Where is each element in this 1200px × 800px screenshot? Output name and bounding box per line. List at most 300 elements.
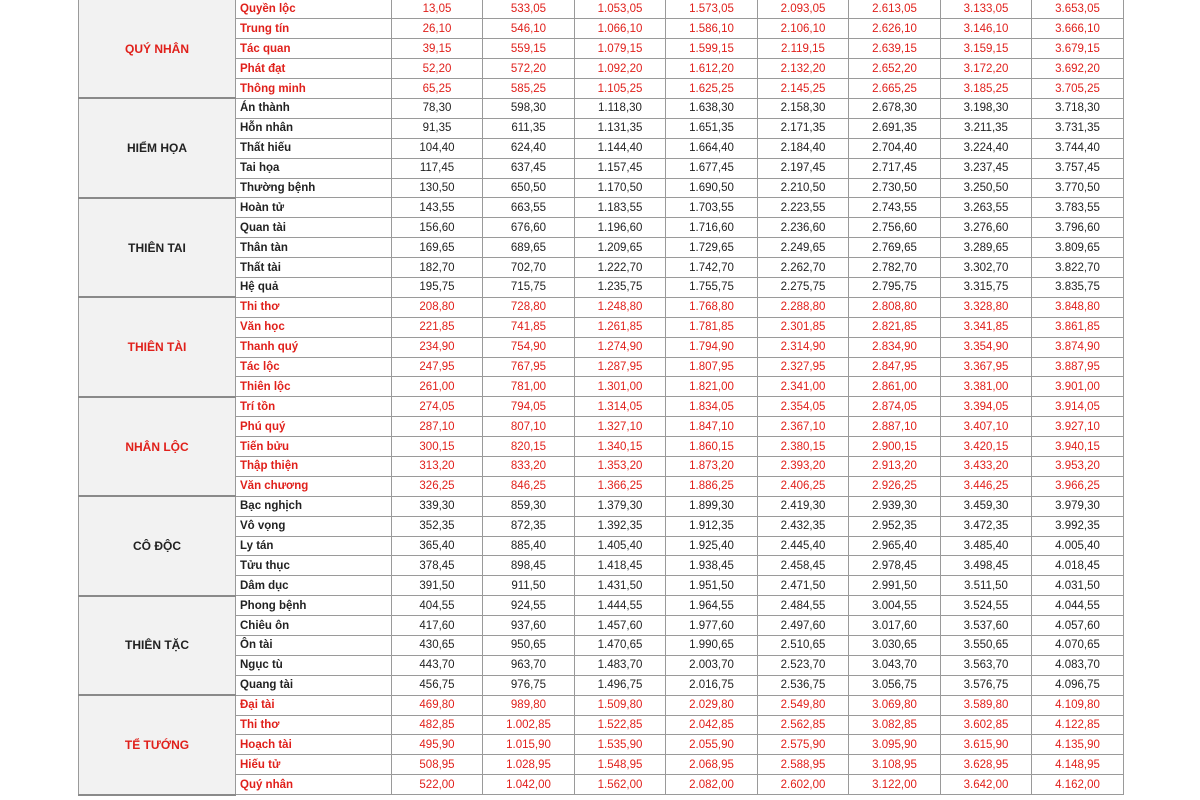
value-cell: 767,95 [483,357,575,377]
value-cell: 3.861,85 [1032,317,1124,337]
row-label: Dâm dục [236,576,392,596]
value-cell: 3.550,65 [941,636,1032,656]
table-row [79,238,1124,258]
value-cell: 937,60 [483,616,575,636]
value-cell: 3.394,05 [941,397,1032,417]
table-row [79,576,1124,596]
table-row [79,397,1124,417]
row-label: Thanh quý [236,337,392,357]
row-label: Ngục tù [236,655,392,675]
value-cell: 1.729,65 [666,238,758,258]
value-cell: 676,60 [483,218,575,238]
value-cell: 1.535,90 [575,735,666,755]
value-cell: 3.328,80 [941,297,1032,317]
value-cell: 2.393,20 [758,456,849,476]
value-cell: 2.847,95 [849,357,941,377]
value-cell: 3.122,00 [849,775,941,795]
value-cell: 1.131,35 [575,118,666,138]
value-cell: 1.431,50 [575,576,666,596]
value-cell: 1.157,45 [575,158,666,178]
table-row [79,317,1124,337]
value-cell: 1.781,85 [666,317,758,337]
value-cell: 1.860,15 [666,437,758,457]
value-cell: 1.261,85 [575,317,666,337]
row-label: Ly tán [236,536,392,556]
value-cell: 1.066,10 [575,19,666,39]
value-cell: 702,70 [483,258,575,278]
value-cell: 1.366,25 [575,476,666,496]
table-row [79,735,1124,755]
value-cell: 3.642,00 [941,775,1032,795]
value-cell: 1.703,55 [666,198,758,218]
row-label: Hoàn tử [236,198,392,218]
value-cell: 2.730,50 [849,178,941,198]
table-body [79,0,1124,795]
value-cell: 3.498,45 [941,556,1032,576]
value-cell: 2.743,55 [849,198,941,218]
value-cell: 2.367,10 [758,417,849,437]
value-cell: 4.083,70 [1032,655,1124,675]
value-cell: 1.170,50 [575,178,666,198]
table-row [79,258,1124,278]
value-cell: 78,30 [392,98,483,118]
value-cell: 1.327,10 [575,417,666,437]
value-cell: 846,25 [483,476,575,496]
table-row [79,98,1124,118]
row-label: Tai họa [236,158,392,178]
value-cell: 469,80 [392,695,483,715]
table-row [79,297,1124,317]
value-cell: 976,75 [483,675,575,695]
row-label: Hỗn nhân [236,118,392,138]
value-cell: 3.966,25 [1032,476,1124,496]
value-cell: 2.704,40 [849,138,941,158]
value-cell: 1.834,05 [666,397,758,417]
value-cell: 1.912,35 [666,516,758,536]
table-row [79,19,1124,39]
value-cell: 1.235,75 [575,277,666,297]
value-cell: 3.172,20 [941,59,1032,79]
value-cell: 2.874,05 [849,397,941,417]
value-cell: 533,05 [483,0,575,19]
value-cell: 3.367,95 [941,357,1032,377]
value-cell: 1.209,65 [575,238,666,258]
value-cell: 104,40 [392,138,483,158]
value-cell: 1.638,30 [666,98,758,118]
value-cell: 2.223,55 [758,198,849,218]
row-label: Chiêu ôn [236,616,392,636]
value-cell: 4.109,80 [1032,695,1124,715]
value-cell: 65,25 [392,79,483,99]
value-cell: 3.524,55 [941,596,1032,616]
value-cell: 3.537,60 [941,616,1032,636]
value-cell: 3.589,80 [941,695,1032,715]
table-row [79,218,1124,238]
value-cell: 2.055,90 [666,735,758,755]
value-cell: 4.135,90 [1032,735,1124,755]
value-cell: 13,05 [392,0,483,19]
value-cell: 2.016,75 [666,675,758,695]
value-cell: 950,65 [483,636,575,656]
value-cell: 2.145,25 [758,79,849,99]
value-cell: 2.652,20 [849,59,941,79]
row-label: Thập thiện [236,456,392,476]
value-cell: 2.861,00 [849,377,941,397]
value-cell: 1.625,25 [666,79,758,99]
value-cell: 2.171,35 [758,118,849,138]
row-label: Phát đạt [236,59,392,79]
value-cell: 3.056,75 [849,675,941,695]
value-cell: 3.108,95 [849,755,941,775]
value-cell: 650,50 [483,178,575,198]
value-cell: 1.951,50 [666,576,758,596]
value-cell: 2.588,95 [758,755,849,775]
value-cell: 2.380,15 [758,437,849,457]
value-cell: 234,90 [392,337,483,357]
value-cell: 3.822,70 [1032,258,1124,278]
value-cell: 3.744,40 [1032,138,1124,158]
value-cell: 794,05 [483,397,575,417]
table-row [79,0,1124,19]
value-cell: 3.302,70 [941,258,1032,278]
value-cell: 3.341,85 [941,317,1032,337]
group-label: QUÝ NHÂN [79,0,236,98]
table-row [79,337,1124,357]
value-cell: 3.901,00 [1032,377,1124,397]
value-cell: 26,10 [392,19,483,39]
value-cell: 2.575,90 [758,735,849,755]
value-cell: 715,75 [483,277,575,297]
value-cell: 1.301,00 [575,377,666,397]
value-cell: 2.926,25 [849,476,941,496]
value-cell: 2.602,00 [758,775,849,795]
value-cell: 1.716,60 [666,218,758,238]
value-cell: 2.523,70 [758,655,849,675]
value-cell: 924,55 [483,596,575,616]
value-cell: 3.979,30 [1032,496,1124,516]
value-cell: 3.563,70 [941,655,1032,675]
group-label: THIÊN TẶC [79,596,236,695]
value-cell: 3.887,95 [1032,357,1124,377]
table-row [79,79,1124,99]
value-cell: 3.731,35 [1032,118,1124,138]
value-cell: 2.210,50 [758,178,849,198]
value-cell: 1.990,65 [666,636,758,656]
row-label: Quý nhân [236,775,392,795]
table-row [79,357,1124,377]
value-cell: 1.002,85 [483,715,575,735]
value-cell: 2.717,45 [849,158,941,178]
value-cell: 1.274,90 [575,337,666,357]
value-cell: 443,70 [392,655,483,675]
value-cell: 2.471,50 [758,576,849,596]
value-cell: 598,30 [483,98,575,118]
table-row [79,59,1124,79]
value-cell: 261,00 [392,377,483,397]
row-label: Quang tài [236,675,392,695]
value-cell: 4.096,75 [1032,675,1124,695]
value-cell: 1.105,25 [575,79,666,99]
table-row [79,118,1124,138]
value-cell: 274,05 [392,397,483,417]
row-label: Trí tồn [236,397,392,417]
value-cell: 2.082,00 [666,775,758,795]
value-cell: 1.015,90 [483,735,575,755]
table-row [79,178,1124,198]
value-cell: 1.092,20 [575,59,666,79]
value-cell: 326,25 [392,476,483,496]
value-cell: 1.314,05 [575,397,666,417]
value-cell: 3.848,80 [1032,297,1124,317]
value-cell: 2.536,75 [758,675,849,695]
value-cell: 417,60 [392,616,483,636]
value-cell: 3.809,65 [1032,238,1124,258]
value-cell: 2.484,55 [758,596,849,616]
value-cell: 1.379,30 [575,496,666,516]
value-cell: 3.069,80 [849,695,941,715]
value-cell: 1.768,80 [666,297,758,317]
lookup-table-container [78,0,1124,796]
value-cell: 1.418,45 [575,556,666,576]
value-cell: 1.248,80 [575,297,666,317]
table-row [79,715,1124,735]
value-cell: 3.017,60 [849,616,941,636]
value-cell: 2.314,90 [758,337,849,357]
value-cell: 2.301,85 [758,317,849,337]
value-cell: 1.353,20 [575,456,666,476]
value-cell: 872,35 [483,516,575,536]
value-cell: 2.119,15 [758,39,849,59]
value-cell: 3.446,25 [941,476,1032,496]
value-cell: 3.679,15 [1032,39,1124,59]
value-cell: 3.354,90 [941,337,1032,357]
row-label: Hệ quả [236,277,392,297]
value-cell: 3.289,65 [941,238,1032,258]
value-cell: 3.940,15 [1032,437,1124,457]
table-row [79,476,1124,496]
value-cell: 3.757,45 [1032,158,1124,178]
value-cell: 2.236,60 [758,218,849,238]
row-label: Hiếu tử [236,755,392,775]
value-cell: 2.197,45 [758,158,849,178]
row-label: Phong bệnh [236,596,392,616]
value-cell: 3.004,55 [849,596,941,616]
value-cell: 820,15 [483,437,575,457]
value-cell: 3.472,35 [941,516,1032,536]
value-cell: 1.664,40 [666,138,758,158]
value-cell: 208,80 [392,297,483,317]
value-cell: 3.783,55 [1032,198,1124,218]
value-cell: 3.511,50 [941,576,1032,596]
value-cell: 3.615,90 [941,735,1032,755]
row-label: Phú quý [236,417,392,437]
value-cell: 365,40 [392,536,483,556]
group-label: CÔ ĐỘC [79,496,236,595]
value-cell: 3.381,00 [941,377,1032,397]
value-cell: 3.159,15 [941,39,1032,59]
value-cell: 4.122,85 [1032,715,1124,735]
value-cell: 3.133,05 [941,0,1032,19]
table-row [79,417,1124,437]
value-cell: 3.276,60 [941,218,1032,238]
value-cell: 2.613,05 [849,0,941,19]
row-label: Thi thơ [236,297,392,317]
table-row [79,516,1124,536]
value-cell: 2.939,30 [849,496,941,516]
value-cell: 1.444,55 [575,596,666,616]
row-label: Vô vọng [236,516,392,536]
value-cell: 3.718,30 [1032,98,1124,118]
value-cell: 898,45 [483,556,575,576]
row-label: Bạc nghịch [236,496,392,516]
table-row [79,437,1124,457]
row-label: Thông minh [236,79,392,99]
value-cell: 3.770,50 [1032,178,1124,198]
value-cell: 2.288,80 [758,297,849,317]
table-row [79,536,1124,556]
row-label: Án thành [236,98,392,118]
value-cell: 247,95 [392,357,483,377]
row-label: Thường bệnh [236,178,392,198]
value-cell: 508,95 [392,755,483,775]
value-cell: 2.354,05 [758,397,849,417]
value-cell: 2.341,00 [758,377,849,397]
value-cell: 2.510,65 [758,636,849,656]
table-row [79,377,1124,397]
value-cell: 2.406,25 [758,476,849,496]
value-cell: 807,10 [483,417,575,437]
value-cell: 2.327,95 [758,357,849,377]
value-cell: 2.808,80 [849,297,941,317]
value-cell: 2.042,85 [666,715,758,735]
value-cell: 2.184,40 [758,138,849,158]
value-cell: 1.586,10 [666,19,758,39]
value-cell: 3.224,40 [941,138,1032,158]
value-cell: 1.821,00 [666,377,758,397]
value-cell: 3.095,90 [849,735,941,755]
table-row [79,755,1124,775]
value-cell: 1.651,35 [666,118,758,138]
table-row [79,456,1124,476]
value-cell: 3.692,20 [1032,59,1124,79]
value-cell: 2.678,30 [849,98,941,118]
row-label: Quyền lộc [236,0,392,19]
value-cell: 4.162,00 [1032,775,1124,795]
value-cell: 3.576,75 [941,675,1032,695]
value-cell: 2.158,30 [758,98,849,118]
value-cell: 1.079,15 [575,39,666,59]
value-cell: 2.106,10 [758,19,849,39]
value-cell: 3.198,30 [941,98,1032,118]
value-cell: 1.690,50 [666,178,758,198]
table-row [79,675,1124,695]
value-cell: 963,70 [483,655,575,675]
value-cell: 833,20 [483,456,575,476]
value-cell: 3.459,30 [941,496,1032,516]
value-cell: 2.626,10 [849,19,941,39]
value-cell: 1.573,05 [666,0,758,19]
value-cell: 2.952,35 [849,516,941,536]
value-cell: 2.769,65 [849,238,941,258]
value-cell: 1.457,60 [575,616,666,636]
row-label: Quan tài [236,218,392,238]
value-cell: 52,20 [392,59,483,79]
table-row [79,695,1124,715]
value-cell: 1.028,95 [483,755,575,775]
value-cell: 2.821,85 [849,317,941,337]
value-cell: 1.742,70 [666,258,758,278]
value-cell: 2.965,40 [849,536,941,556]
value-cell: 1.807,95 [666,357,758,377]
value-cell: 3.485,40 [941,536,1032,556]
value-cell: 1.522,85 [575,715,666,735]
value-cell: 495,90 [392,735,483,755]
value-cell: 689,65 [483,238,575,258]
value-cell: 3.420,15 [941,437,1032,457]
value-cell: 1.847,10 [666,417,758,437]
value-cell: 1.548,95 [575,755,666,775]
value-cell: 3.315,75 [941,277,1032,297]
value-cell: 3.796,60 [1032,218,1124,238]
value-cell: 754,90 [483,337,575,357]
value-cell: 2.068,95 [666,755,758,775]
value-cell: 404,55 [392,596,483,616]
value-cell: 1.562,00 [575,775,666,795]
value-cell: 989,80 [483,695,575,715]
value-cell: 2.458,45 [758,556,849,576]
table-row [79,636,1124,656]
value-cell: 911,50 [483,576,575,596]
value-cell: 2.003,70 [666,655,758,675]
value-cell: 3.407,10 [941,417,1032,437]
value-cell: 3.082,85 [849,715,941,735]
value-cell: 287,10 [392,417,483,437]
value-cell: 3.914,05 [1032,397,1124,417]
value-cell: 3.666,10 [1032,19,1124,39]
value-cell: 2.275,75 [758,277,849,297]
table-row [79,616,1124,636]
table-row [79,39,1124,59]
value-cell: 143,55 [392,198,483,218]
value-cell: 1.118,30 [575,98,666,118]
row-label: Hoạch tài [236,735,392,755]
value-cell: 2.549,80 [758,695,849,715]
value-cell: 1.873,20 [666,456,758,476]
value-cell: 663,55 [483,198,575,218]
value-cell: 4.070,65 [1032,636,1124,656]
value-cell: 546,10 [483,19,575,39]
value-cell: 3.030,65 [849,636,941,656]
value-cell: 2.691,35 [849,118,941,138]
value-cell: 3.874,90 [1032,337,1124,357]
value-cell: 1.925,40 [666,536,758,556]
row-label: Văn học [236,317,392,337]
row-label: Tác quan [236,39,392,59]
value-cell: 1.612,20 [666,59,758,79]
value-cell: 2.913,20 [849,456,941,476]
table-row [79,158,1124,178]
value-cell: 585,25 [483,79,575,99]
value-cell: 1.755,75 [666,277,758,297]
value-cell: 1.340,15 [575,437,666,457]
value-cell: 300,15 [392,437,483,457]
value-cell: 2.900,15 [849,437,941,457]
value-cell: 1.042,00 [483,775,575,795]
value-cell: 1.483,70 [575,655,666,675]
value-cell: 182,70 [392,258,483,278]
row-label: Thiên lộc [236,377,392,397]
value-cell: 3.263,55 [941,198,1032,218]
